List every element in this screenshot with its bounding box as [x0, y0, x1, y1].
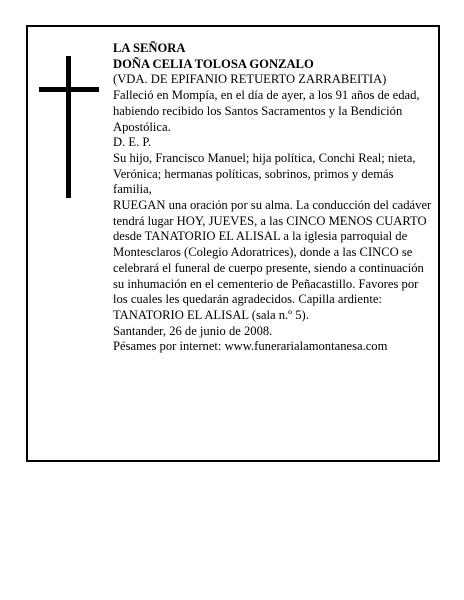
- notice-title: LA SEÑORA: [113, 41, 186, 55]
- funeral-request: RUEGAN una oración por su alma. La conducción del cadáver tendrá lugar HOY, JUEVES, a las CINCO MENOS CUARTO desde TANATORIO EL ALISAL a la iglesia parroquial de Montesclaros (Colegio Adoratrices), donde a las CINCO se celebrará el funeral de cuerpo presente, siendo a continuación su inhumación en el cementerio de Peñacastillo. Favores por los cuales les quedarán agradecidos. Capilla ardiente: TANATORIO EL ALISAL (sala n.º 5).: [113, 198, 432, 322]
- notice-text: [113, 41, 433, 355]
- condolences-line: Pésames por internet: www.funerarialamontanesa.com: [113, 339, 388, 354]
- family-line: Su hijo, Francisco Manuel; hija política, Conchi Real; nieta, Verónica; hermanas políticas, sobrinos, primos y demás familia,: [113, 150, 416, 197]
- rip-line: D. E. P.: [113, 135, 152, 150]
- sacraments-line: habiendo recibido los Santos Sacramentos y la Bendición Apostólica.: [113, 103, 403, 134]
- obituary-notice: [26, 25, 440, 462]
- widow-line: (VDA. DE EPIFANIO RETUERTO ZARRABEITIA): [113, 72, 387, 87]
- cross-vertical-bar: [66, 56, 71, 198]
- cross-horizontal-bar: [39, 87, 99, 92]
- death-line: Falleció en Mompía, en el día de ayer, a los 91 años de edad,: [113, 88, 420, 103]
- place-date-line: Santander, 26 de junio de 2008.: [113, 323, 273, 338]
- deceased-name: DOÑA CELIA TOLOSA GONZALO: [113, 56, 314, 71]
